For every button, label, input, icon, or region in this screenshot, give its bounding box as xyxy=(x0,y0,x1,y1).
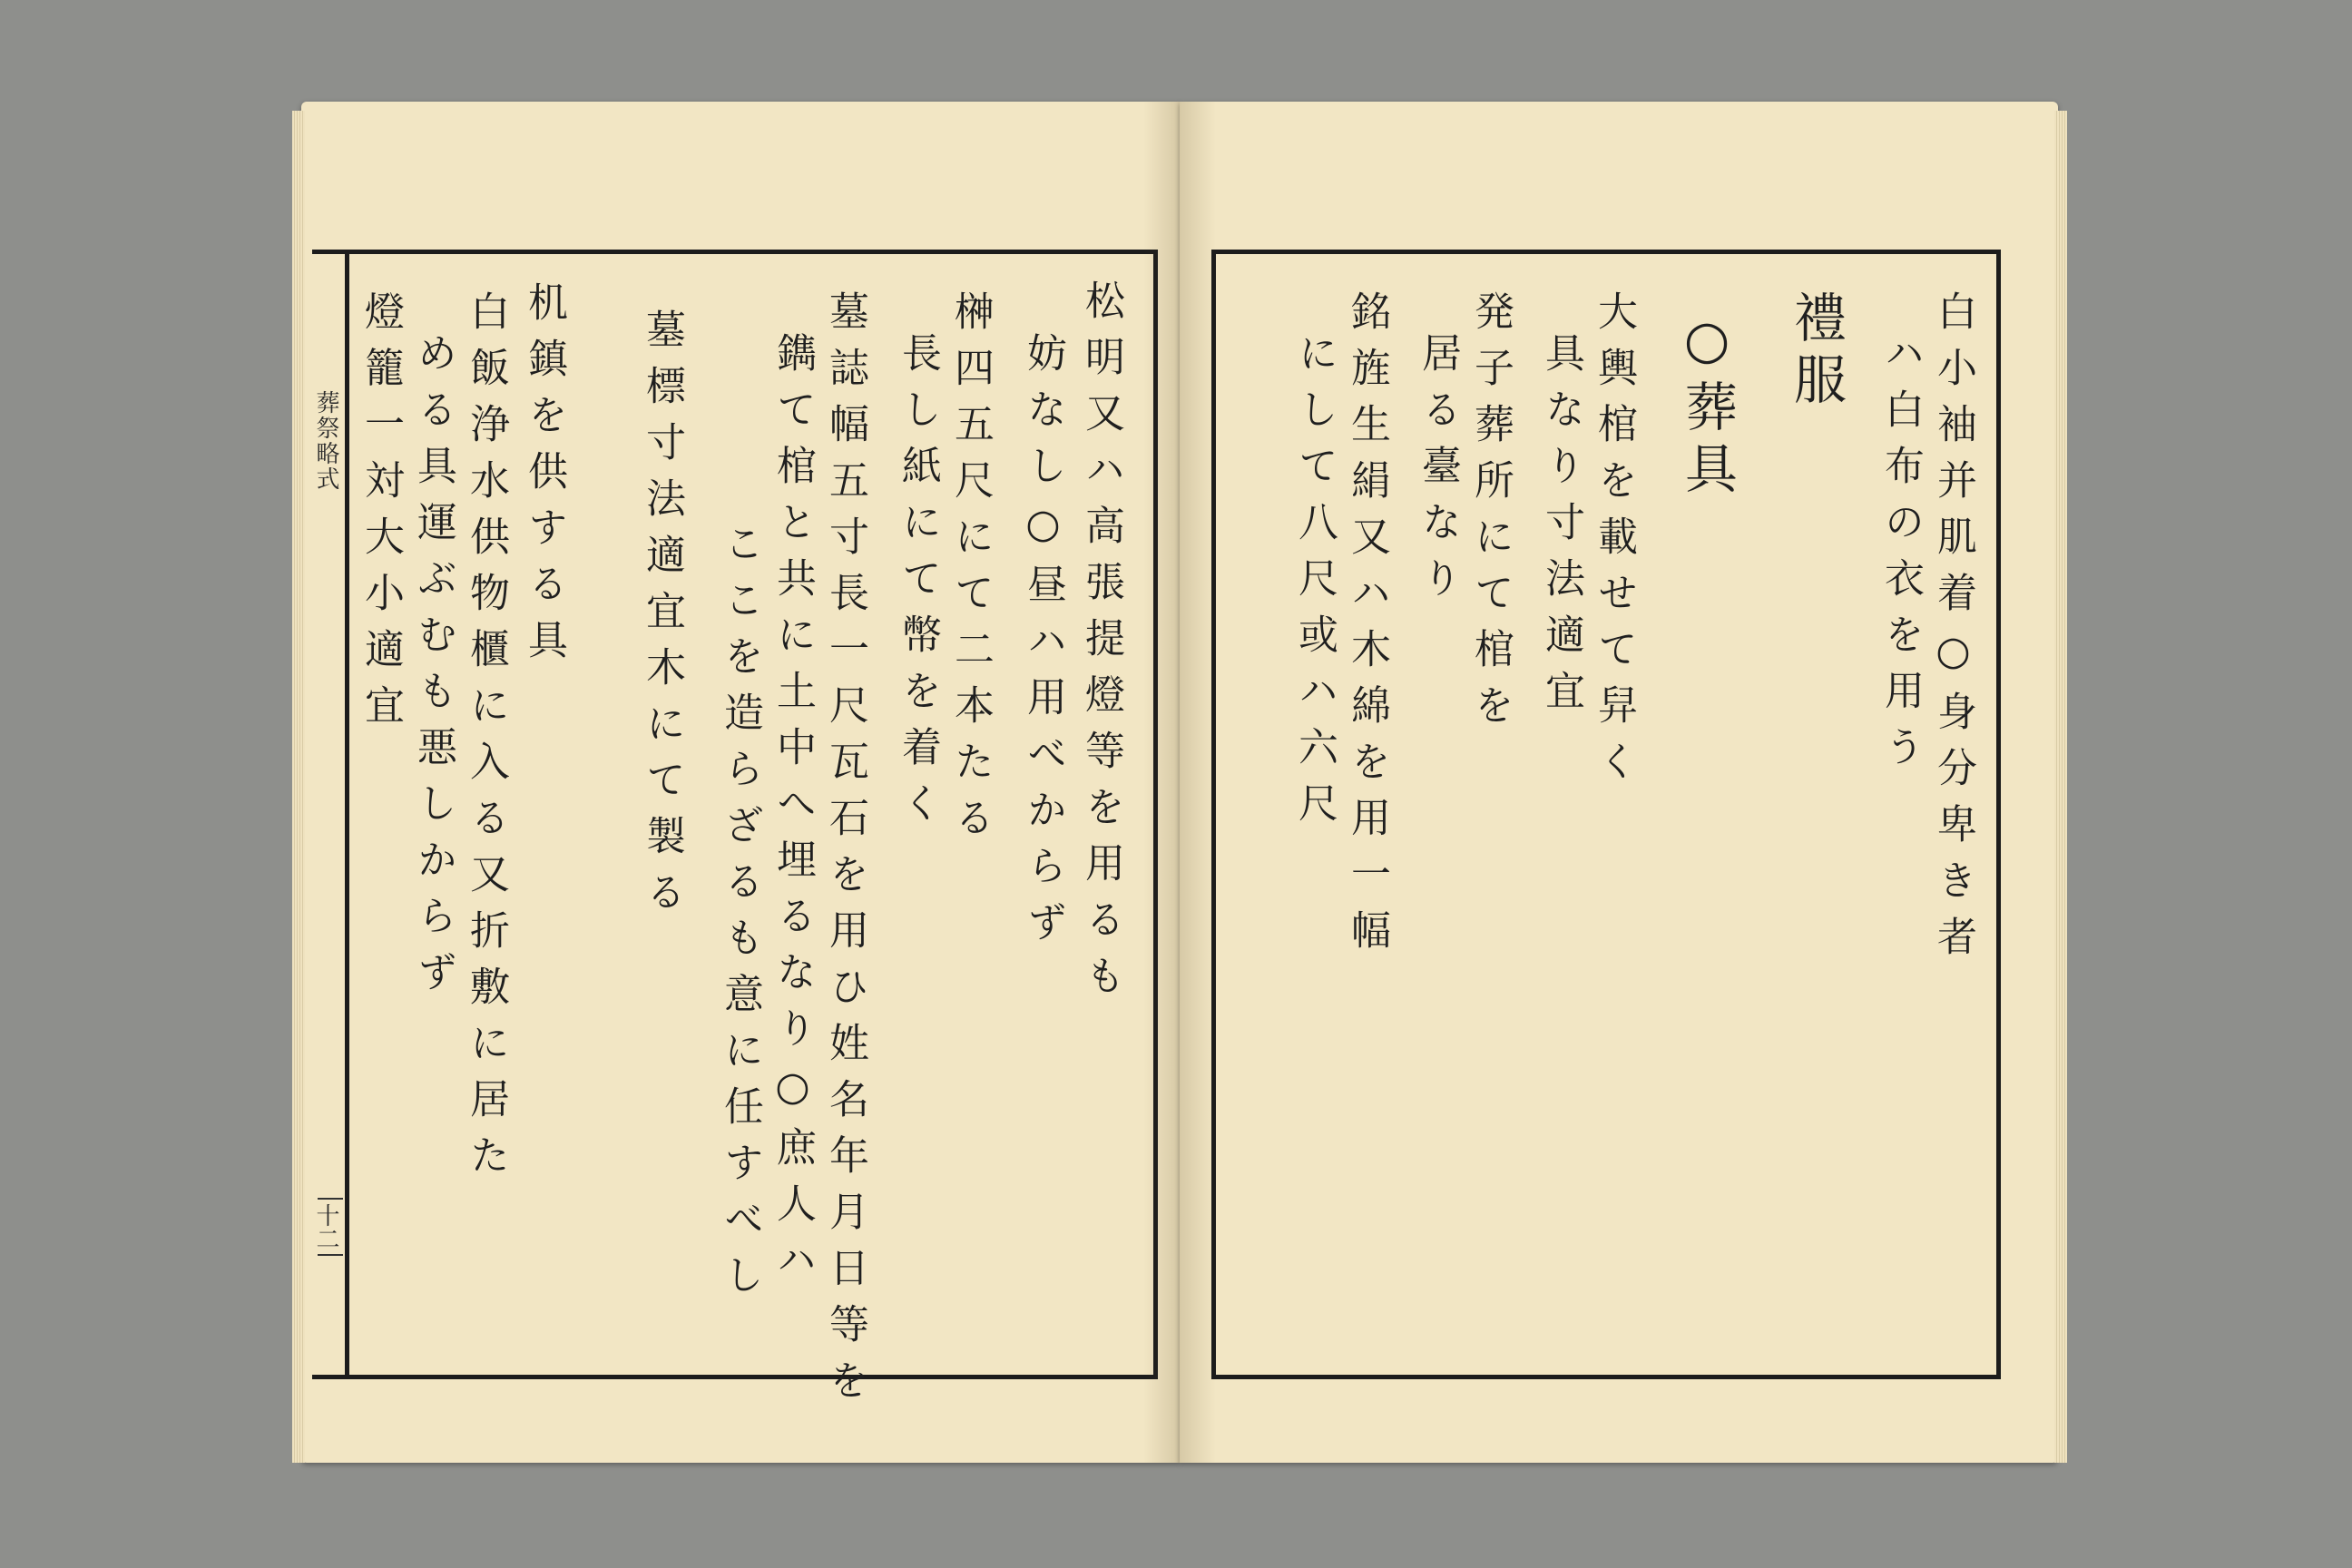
right-page xyxy=(1180,102,2058,1463)
text-column: にして八尺或ハ六尺 xyxy=(1291,332,1338,838)
text-column: 居る臺なり xyxy=(1415,332,1461,613)
text-column: める具運ぶむも悪しからず xyxy=(410,332,456,1007)
left-text-frame xyxy=(345,250,1158,1416)
left-page-edge xyxy=(292,111,305,1463)
right-text-frame xyxy=(1211,250,2001,1379)
text-column: 白飯浄水供物櫃に入る又折敷に居た xyxy=(463,290,509,1191)
text-column: ハ白布の衣を用う xyxy=(1877,332,1924,782)
running-title: 葬祭略式 xyxy=(312,390,339,492)
left-page xyxy=(301,102,1180,1463)
right-page-edge xyxy=(2054,111,2067,1463)
text-column: 発子葬所にて棺を xyxy=(1467,290,1514,740)
text-column: 机鎮を供する具 xyxy=(521,281,567,675)
text-column: 長し紙にて幣を着く xyxy=(895,332,941,838)
text-column: 鐫て棺と共に土中へ埋るなり○庶人ハ xyxy=(769,332,816,1295)
left-page-margin-column xyxy=(312,250,345,1379)
section-heading: 禮服 xyxy=(1785,290,1847,414)
text-column: 墓標寸法適宜木にて製る xyxy=(639,309,685,927)
text-column: 墓誌幅五寸長一尺瓦石を用ひ姓名年月日等を xyxy=(822,290,868,1416)
text-column: 銘旌生絹又ハ木綿を用一幅 xyxy=(1344,290,1390,965)
page-number: 十二 xyxy=(318,1198,343,1256)
text-column: 榊四五尺にて二本たる xyxy=(947,290,994,853)
section-heading: ○葬具 xyxy=(1676,309,1738,503)
open-book xyxy=(301,102,2058,1472)
text-column: 具なり寸法適宜 xyxy=(1538,332,1584,726)
text-column: 燈籠一対大小適宜 xyxy=(358,290,404,740)
text-column: 妨なし○昼ハ用べからず xyxy=(1020,332,1066,957)
text-column: 白小袖并肌着○身分卑き者 xyxy=(1930,290,1976,972)
text-column: 松明又ハ高張提燈等を用るも xyxy=(1078,279,1124,1011)
text-column: ここを造らざるも意に任すべし xyxy=(717,523,763,1310)
text-column: 大輿棺を載せて舁く xyxy=(1591,290,1637,797)
